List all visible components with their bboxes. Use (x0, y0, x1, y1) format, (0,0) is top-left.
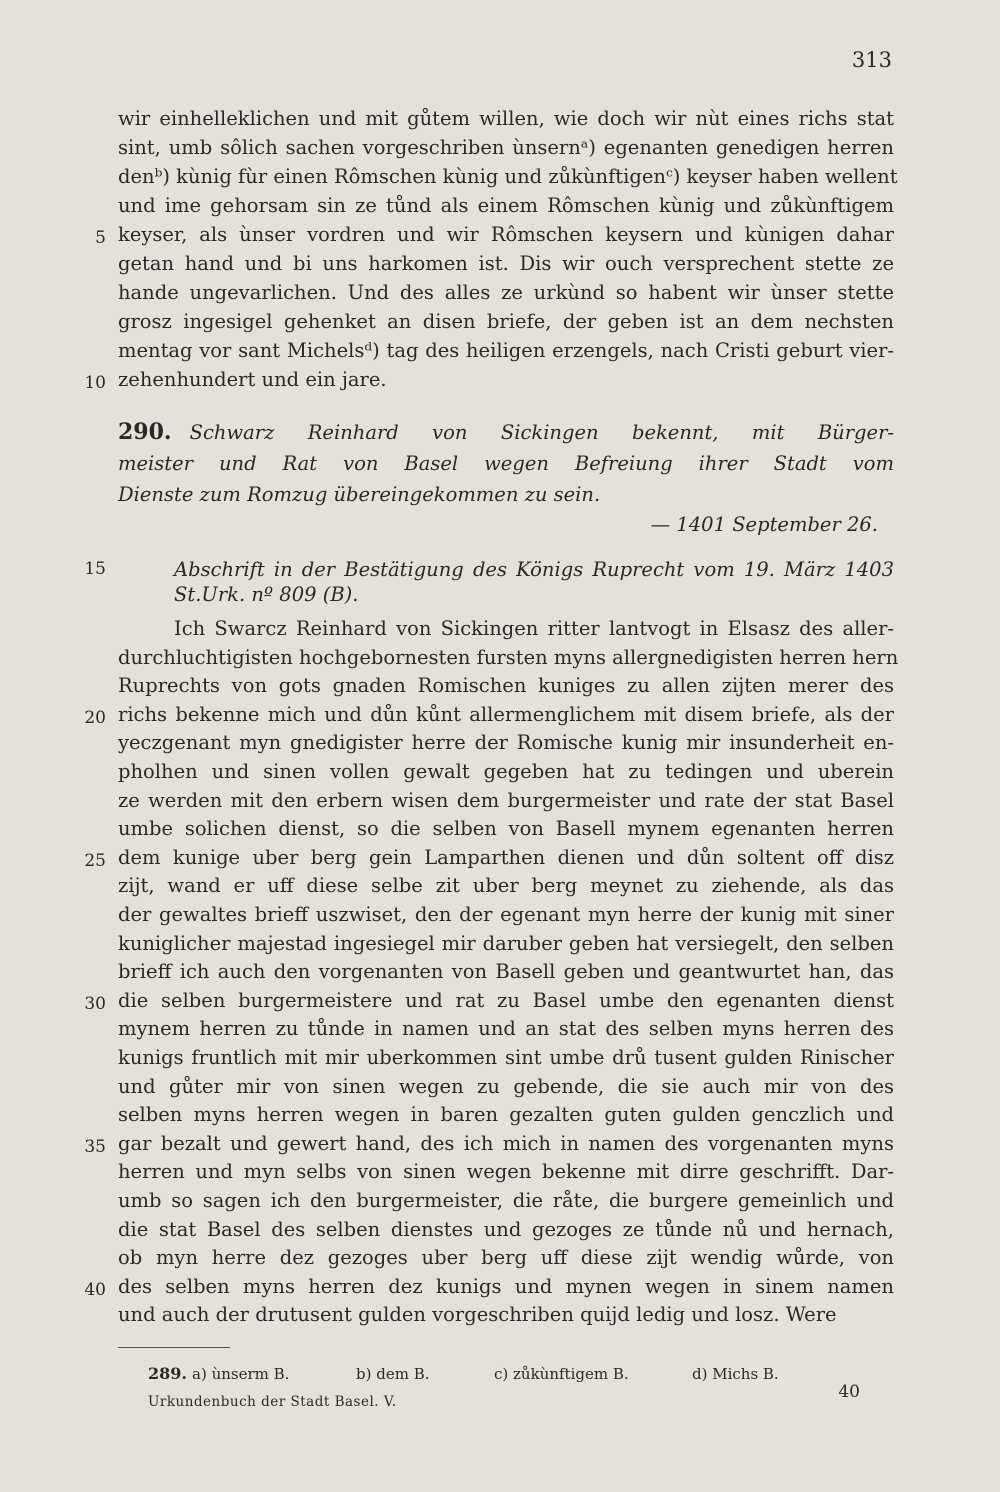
line-number: 20 (84, 707, 106, 728)
footnote-d: d) Michs B. (692, 1365, 779, 1383)
text-line: umbe solichen dienst, so die selben von Basell mynem egenanten herren (118, 817, 894, 841)
regest-line-2: meister und Rat von Basel wegen Befreiung ihrer Stadt vom (118, 452, 894, 475)
text-line: ze werden mit den erbern wisen dem burgermeister und rate der stat Basel (118, 788, 894, 812)
text-line: die selben burgermeistere und rat zu Basel umbe den egenanten dienst (118, 988, 894, 1012)
signature-number: 40 (838, 1382, 860, 1402)
footnote-c: c) zůkùnftigem B. (494, 1365, 629, 1383)
footnote-b: b) dem B. (356, 1365, 430, 1383)
document-date: — 1401 September 26. (650, 513, 878, 536)
text-line: zijt, wand er uff diese selbe zit uber berg meynet zu ziehende, als das (118, 874, 894, 898)
footnote-a: a) ùnserm B. (192, 1365, 290, 1383)
text-line: und auch der drutusent gulden vorgeschriben quijd ledig und losz. Were (118, 1303, 837, 1327)
text-line: yeczgenant myn gnedigister herre der Romische kunig mir insunderheit en- (118, 731, 894, 755)
imprint: Urkundenbuch der Stadt Basel. V. (148, 1394, 397, 1410)
text-line: dem kunige uber berg gein Lamparthen dienen und důn soltent off disz (118, 845, 894, 869)
source-line-1: Abschrift in der Bestätigung des Königs Ruprecht vom 19. März 1403 (174, 558, 894, 581)
text-line: und ime gehorsam sin ze tůnd als einem Rômschen kùnig und zůkùnftigem (118, 194, 894, 217)
text-line: mynem herren zu tůnde in namen und an stat des selben myns herren des (118, 1017, 894, 1041)
text-line: zehenhundert und ein jare. (118, 368, 387, 391)
line-number: 5 (95, 228, 106, 248)
text-line: Ich Swarcz Reinhard von Sickingen ritter lantvogt in Elsasz des aller- (174, 617, 894, 640)
page-number: 313 (851, 48, 892, 72)
regest-text: Schwarz Reinhard von Sickingen bekennt, mit Bürger- (189, 421, 894, 444)
text-line: getan hand und bi uns harkomen ist. Dis wir ouch versprechent stette ze (118, 252, 894, 275)
line-number: 35 (84, 1136, 106, 1157)
line-number: 30 (84, 993, 106, 1014)
text-line: der gewaltes brieff uszwiset, den der egenant myn herre der kunig mit siner (118, 903, 894, 926)
text-line: Ruprechts von gots gnaden Romischen kuniges zu allen zijten merer des (118, 674, 894, 698)
text-line: wir einhelleklichen und mit gůtem willen, wie doch wir nùt eines richs stat (118, 107, 894, 130)
text-line: kuniglicher majestad ingesiegel mir daruber geben hat versiegelt, den selben (118, 931, 894, 955)
text-line: pholhen und sinen vollen gewalt gegeben hat zu tedingen und uberein (118, 760, 894, 783)
text-line: denᵇ) kùnig fùr einen Rômschen kùnig und zůkùnftigenᶜ) keyser haben wellent (118, 165, 898, 188)
line-number: 15 (84, 559, 106, 579)
text-line: herren und myn selbs von sinen wegen bekenne mit dirre geschrifft. Dar- (118, 1160, 894, 1184)
text-line: die stat Basel des selben dienstes und gezoges ze tůnde nů und hernach, (118, 1217, 894, 1241)
text-line: sint, umb sôlich sachen vorgeschriben ùnsernᵃ) egenanten genedigen herren (118, 136, 894, 159)
text-line: durchluchtigisten hochgebornesten fursten myns allergnedigisten herren hern (118, 645, 899, 669)
document-number: 290. (118, 419, 172, 445)
text-line: gar bezalt und gewert hand, des ich mich in namen des vorgenanten myns (118, 1131, 894, 1155)
line-number: 10 (84, 373, 106, 393)
text-line: grosz ingesigel gehenket an disen briefe, der geben ist an dem nechsten (118, 310, 894, 333)
text-line: hande ungevarlichen. Und des alles ze urkùnd so habent wir ùnser stette (118, 281, 894, 304)
text-line: selben myns herren wegen in baren gezalten guten gulden genczlich und (118, 1103, 894, 1127)
text-line: keyser, als ùnser vordren und wir Rômschen keysern und kùnigen dahar (118, 223, 894, 246)
text-line: richs bekenne mich und důn kůnt allermenglichem mit disem briefe, als der (118, 702, 894, 726)
text-line: des selben myns herren dez kunigs und mynen wegen in sinem namen (118, 1274, 894, 1298)
text-line: kunigs fruntlich mit mir uberkommen sint umbe drů tusent gulden Rinischer (118, 1046, 894, 1069)
footnote-rule (118, 1347, 230, 1348)
line-number: 25 (84, 850, 106, 871)
source-line-2: St.Urk. nº 809 (B). (174, 583, 359, 606)
line-number: 40 (84, 1279, 106, 1300)
text-line: mentag vor sant Michelsᵈ) tag des heiligen erzengels, nach Cristi geburt vier- (118, 339, 894, 362)
footnote-label: 289. (148, 1364, 187, 1383)
text-line: brieff ich auch den vorgenanten von Basell geben und geantwurtet han, das (118, 960, 894, 984)
regest-line-1 (118, 418, 894, 447)
text-line: und gůter mir von sinen wegen zu gebende, die sie auch mir von des (118, 1074, 894, 1098)
text-line: ob myn herre dez gezoges uber berg uff diese zijt wendig wůrde, von (118, 1246, 894, 1270)
text-line: umb so sagen ich den burgermeister, die råte, die burgere gemeinlich und (118, 1189, 894, 1212)
regest-line-3: Dienste zum Romzug übereingekommen zu sein. (118, 483, 601, 506)
